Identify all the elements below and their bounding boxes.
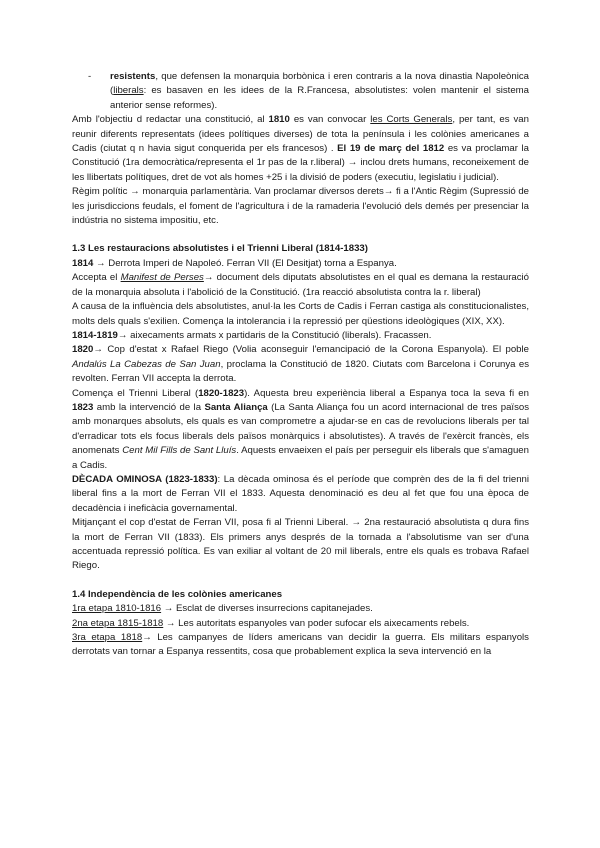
document-page: [72, 70, 529, 660]
bullet-dash: -: [88, 71, 92, 82]
bullet-resistents: - resistents, que defensen la monarquia borbònica i eren contraris a la nova dinastia Napoleònica (liberals: es basaven en les idees de la R.Francesa, absolutistes: volen mantenir el sistema anterior sense reformes).: [88, 71, 529, 111]
line-etapa-2: 2na etapa 1815-1818 → Les autoritats espanyoles van poder sufocar els aixecaments rebels.: [72, 617, 470, 629]
paragraph-cop-estat: Mitjançant el cop d'estat de Ferran VII, posa fi al Trienni Liberal. → 2na restauració absolutista q dura fins la mort de Ferran VII (1833). Els primers anys després de la tornada a l'absolutisme van ser d'una accentuada repressió política. Es van exiliar al voltant de 20 mil liberals, entre els quals es trobava Rafael Riego.: [72, 517, 529, 572]
term-manifest-perses: Manifest de Perses: [120, 272, 204, 284]
term-resistents: resistents: [110, 71, 156, 82]
line-etapa-1: 1ra etapa 1810-1816 → Esclat de diverses insurrecions capitanejades.: [72, 603, 373, 615]
line-1814-1819: 1814-1819→ aixecaments armats x partidaris de la Constitució (liberals). Fracassen.: [72, 329, 432, 341]
paragraph-influencia-absolutistes: A causa de la influència dels absolutistes, anul·la les Corts de Cadis i Ferran castiga als constitucionalistes, molts dels quals s'exilien. Comença la intolerancia i la repressió per qüestions ideològiques (XIX, XX).: [72, 301, 529, 327]
section-heading-1-4: 1.4 Independència de les colònies americanes: [72, 588, 283, 600]
paragraph-etapa-3: 3ra etapa 1818→ Les campanyes de líders americans van decidir la guerra. Els militars espanyols derrotats van tornar a Espanya ressentits, cosa que probablement explica la seva intervenció en la: [72, 632, 529, 658]
term-corts-generals: les Corts Generals: [370, 114, 453, 126]
line-1814: 1814 → Derrota Imperi de Napoleó. Ferran VII (El Desitjat) torna a Espanya.: [72, 257, 397, 269]
paragraph-1820-riego: 1820→ Cop d'estat x Rafael Riego (Volia aconseguir l'emancipació de la Corona Espanyola). El poble Andalús La Cabezas de San Juan, proclama la Constitució de 1820. Ciutats com Barcelona i Corunya es revolten. Ferran VII accepta la derrota.: [72, 344, 530, 385]
section-heading-1-3: 1.3 Les restauracions absolutistes i el Trienni Liberal (1814-1833): [72, 243, 368, 255]
paragraph-manifest-perses: Accepta el Manifest de Perses→ document dels diputats absolutistes en el qual es demana la restauració de la monarquia absoluta i l'abolició de la Constitució. (1ra reacció absolutista contra la r. liberal): [72, 272, 529, 298]
paragraph-corts-cadis: Amb l'objectiu d redactar una constitució, al 1810 es van convocar les Corts Generals, per tant, es van reunir diferents representats (idees polítiques diverses) de tota la península i les colònies americanes a Cadis (ciutat q n havia sigut conquerida per els francesos) . El 19 de març del 1812 es va proclamar la Constitució (1ra democràtica/representa el 1r pas de la r.liberal) → inclou drets humans, reconeixement de les llibertats polítiques, dret de vot als homes +25 i la divisió de poders (executiu, legislatiu i judicial).: [72, 114, 529, 183]
spacer: [72, 574, 529, 588]
paragraph-trienni-liberal: Comença el Trienni Liberal (1820-1823). Aquesta breu experiència liberal a Espanya toca la seva fi en 1823 amb la intervenció de la Santa Aliança (La Santa Aliança fou un acord internacional de tres països amb monarques absoluts, els quals es van comprometre a ajudar-se en cas de revolucions liberals per tal d'erradicar tots els focus liberals dels països monàrquics i absolutistes). A través de l'exèrcit francès, els anomenats Cent Mil Fills de Sant Lluís. Aquests envaeixen el país per perseguir els liberals que s'amaguen a Cadis.: [72, 387, 530, 471]
paragraph-regim-politic: Règim polític → monarquia parlamentària. Van proclamar diversos derets→ fi a l'Antic Règim (Supressió de les jurisdiccions feudals, el foment de l'agricultura i de la ramaderia l'evolució dels demés per presenciar la indústria no sistema impositiu, etc.: [72, 186, 530, 227]
term-santa-alianca: Santa Aliança: [204, 401, 268, 413]
term-liberals: liberals: [113, 85, 144, 97]
spacer: [72, 228, 529, 242]
paragraph-decada-ominosa: DÈCADA OMINOSA (1823-1833): La dècada ominosa és el període que comprèn des de la fi del trienni liberal fins a la mort de Ferran VII el 1833. Aquesta denominació es deu al fet que fou una època de decadència i ineficàcia governamental.: [72, 473, 530, 514]
